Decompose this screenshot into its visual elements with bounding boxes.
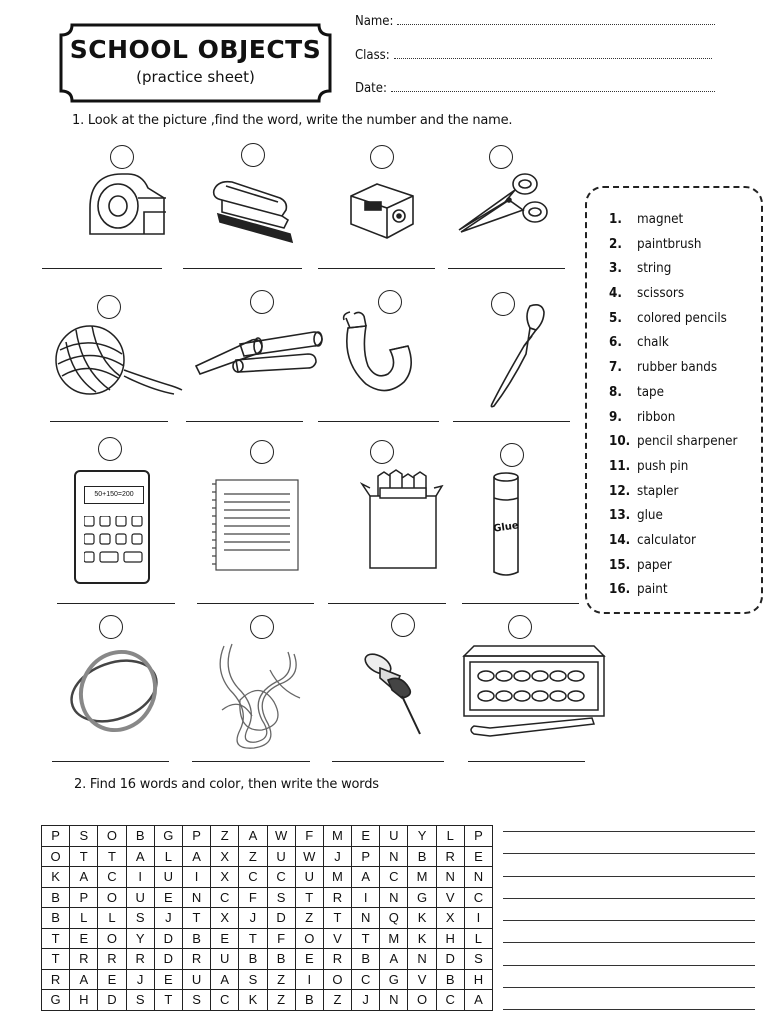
answer-line[interactable] — [328, 603, 446, 604]
write-line[interactable] — [503, 898, 755, 899]
word-number: 4. — [609, 286, 622, 302]
grid-letter[interactable]: N — [380, 887, 408, 908]
grid-row — [42, 908, 493, 929]
paintbrush-icon — [484, 300, 550, 410]
grid-letter[interactable]: E — [154, 969, 182, 990]
grid-letter[interactable]: S — [267, 887, 295, 908]
word-text: paintbrush — [637, 236, 702, 252]
list-item — [609, 211, 737, 236]
grid-row — [42, 928, 493, 949]
section2-instruction: 2. Find 16 words and color, then write the words — [74, 777, 379, 792]
grid-letter[interactable]: D — [154, 949, 182, 970]
answer-line[interactable] — [468, 761, 585, 762]
answer-circle[interactable] — [110, 145, 134, 169]
grid-letter[interactable]: J — [352, 990, 380, 1011]
grid-letter[interactable]: V — [408, 969, 436, 990]
grid-letter[interactable]: C — [352, 969, 380, 990]
write-line[interactable] — [503, 876, 755, 877]
grid-letter[interactable]: C — [211, 887, 239, 908]
name-label: Name: — [355, 14, 394, 29]
grid-letter[interactable]: Z — [323, 990, 351, 1011]
grid-letter[interactable]: C — [98, 867, 126, 888]
grid-letter[interactable]: C — [380, 867, 408, 888]
word-list — [609, 211, 737, 606]
grid-letter[interactable]: T — [154, 990, 182, 1011]
grid-letter[interactable]: R — [182, 949, 210, 970]
grid-letter[interactable]: L — [464, 928, 492, 949]
grid-letter[interactable]: P — [42, 826, 70, 847]
grid-letter[interactable]: H — [464, 969, 492, 990]
word-text: pencil sharpener — [637, 434, 738, 450]
answer-circle[interactable] — [241, 143, 265, 167]
grid-letter[interactable]: B — [126, 826, 154, 847]
grid-letter[interactable]: F — [295, 826, 323, 847]
grid-row — [42, 867, 493, 888]
grid-letter[interactable]: S — [464, 949, 492, 970]
list-item — [609, 334, 737, 359]
word-text: stapler — [637, 483, 679, 499]
grid-row — [42, 846, 493, 867]
grid-letter[interactable]: O — [323, 969, 351, 990]
grid-letter[interactable]: L — [154, 846, 182, 867]
grid-letter[interactable]: S — [70, 826, 98, 847]
word-text: tape — [637, 384, 664, 400]
grid-letter[interactable]: K — [239, 990, 267, 1011]
word-number: 12. — [609, 483, 631, 499]
list-item — [609, 483, 737, 508]
grid-letter[interactable]: R — [436, 846, 464, 867]
grid-letter[interactable]: A — [182, 846, 210, 867]
grid-letter[interactable]: K — [42, 867, 70, 888]
grid-letter[interactable]: N — [380, 846, 408, 867]
answer-circle[interactable] — [250, 290, 274, 314]
grid-letter[interactable]: N — [464, 867, 492, 888]
grid-letter[interactable]: B — [182, 928, 210, 949]
grid-letter[interactable]: A — [126, 846, 154, 867]
grid-letter[interactable]: D — [154, 928, 182, 949]
grid-letter[interactable]: U — [126, 887, 154, 908]
grid-letter[interactable]: E — [352, 826, 380, 847]
grid-letter[interactable]: I — [295, 969, 323, 990]
answer-line[interactable] — [186, 421, 303, 422]
list-item — [609, 458, 737, 483]
grid-letter[interactable]: D — [98, 990, 126, 1011]
glue-stick-icon — [492, 472, 520, 582]
answer-circle[interactable] — [99, 615, 123, 639]
answer-line[interactable] — [318, 268, 435, 269]
grid-row — [42, 826, 493, 847]
grid-letter[interactable]: E — [70, 928, 98, 949]
grid-letter[interactable]: A — [352, 867, 380, 888]
word-number: 8. — [609, 384, 622, 400]
grid-letter[interactable]: Y — [408, 826, 436, 847]
answer-circle[interactable] — [391, 613, 415, 637]
answer-line[interactable] — [192, 761, 310, 762]
list-item — [609, 557, 737, 582]
grid-letter[interactable]: L — [70, 908, 98, 929]
grid-letter[interactable]: U — [267, 846, 295, 867]
grid-letter[interactable]: D — [267, 908, 295, 929]
class-label: Class: — [355, 48, 390, 63]
grid-letter[interactable]: O — [98, 826, 126, 847]
colored-pencils-box-icon — [360, 466, 444, 570]
grid-letter[interactable]: A — [70, 867, 98, 888]
list-item — [609, 532, 737, 557]
answer-circle[interactable] — [489, 145, 513, 169]
grid-letter[interactable]: L — [98, 908, 126, 929]
grid-letter[interactable]: Z — [267, 990, 295, 1011]
grid-letter[interactable]: S — [182, 990, 210, 1011]
word-text: string — [637, 261, 672, 277]
grid-letter[interactable]: X — [211, 846, 239, 867]
write-line[interactable] — [503, 920, 755, 921]
grid-letter[interactable]: M — [323, 867, 351, 888]
write-line[interactable] — [503, 987, 755, 988]
grid-letter[interactable]: T — [42, 949, 70, 970]
answer-circle[interactable] — [98, 437, 122, 461]
grid-letter[interactable]: S — [239, 969, 267, 990]
answer-line[interactable] — [52, 761, 169, 762]
grid-letter[interactable]: S — [126, 990, 154, 1011]
answer-line[interactable] — [453, 421, 570, 422]
list-item — [609, 359, 737, 384]
scissors-icon — [455, 170, 553, 238]
grid-letter[interactable]: A — [380, 949, 408, 970]
grid-letter[interactable]: I — [126, 867, 154, 888]
write-line[interactable] — [503, 942, 755, 943]
grid-letter[interactable]: P — [464, 826, 492, 847]
grid-letter[interactable]: U — [295, 867, 323, 888]
grid-letter[interactable]: R — [323, 949, 351, 970]
grid-letter[interactable]: M — [408, 867, 436, 888]
answer-circle[interactable] — [250, 440, 274, 464]
grid-letter[interactable]: Z — [267, 969, 295, 990]
grid-letter[interactable]: O — [42, 846, 70, 867]
grid-letter[interactable]: F — [239, 887, 267, 908]
grid-letter[interactable]: Q — [380, 908, 408, 929]
grid-letter[interactable]: P — [182, 826, 210, 847]
name-blank[interactable] — [397, 12, 715, 25]
grid-letter[interactable]: R — [126, 949, 154, 970]
grid-letter[interactable]: E — [211, 928, 239, 949]
grid-letter[interactable]: R — [70, 949, 98, 970]
grid-letter[interactable]: R — [98, 949, 126, 970]
grid-letter[interactable]: U — [182, 969, 210, 990]
list-item — [609, 433, 737, 458]
word-number: 11. — [609, 458, 631, 474]
grid-letter[interactable]: U — [154, 867, 182, 888]
write-line[interactable] — [503, 831, 755, 832]
word-number: 1. — [609, 212, 622, 227]
grid-letter[interactable]: U — [380, 826, 408, 847]
grid-letter[interactable]: T — [295, 887, 323, 908]
grid-letter[interactable]: C — [464, 887, 492, 908]
calculator-icon — [74, 470, 150, 584]
list-item — [609, 260, 737, 285]
magnet-icon — [340, 310, 420, 398]
grid-letter[interactable]: F — [267, 928, 295, 949]
grid-letter[interactable]: J — [239, 908, 267, 929]
grid-letter[interactable]: K — [408, 928, 436, 949]
date-label: Date: — [355, 81, 387, 96]
answer-circle[interactable] — [370, 145, 394, 169]
stapler-icon — [208, 176, 298, 246]
grid-letter[interactable]: A — [70, 969, 98, 990]
word-number: 3. — [609, 261, 622, 277]
grid-letter[interactable]: X — [436, 908, 464, 929]
answer-circle[interactable] — [250, 615, 274, 639]
answer-line[interactable] — [448, 268, 565, 269]
grid-letter[interactable]: Z — [239, 846, 267, 867]
list-item — [609, 285, 737, 310]
grid-letter[interactable]: N — [352, 908, 380, 929]
grid-letter[interactable]: O — [98, 887, 126, 908]
title-banner — [58, 22, 333, 104]
answer-line[interactable] — [183, 268, 302, 269]
grid-letter[interactable]: W — [295, 846, 323, 867]
push-pin-icon — [358, 650, 430, 736]
word-number: 5. — [609, 310, 622, 326]
grid-letter[interactable]: Z — [211, 826, 239, 847]
word-text: colored pencils — [637, 310, 727, 326]
answer-line[interactable] — [318, 421, 439, 422]
grid-letter[interactable]: E — [98, 969, 126, 990]
list-item — [609, 409, 737, 434]
section1-instruction: 1. Look at the picture ,find the word, write the number and the name. — [72, 113, 513, 128]
grid-letter[interactable]: R — [323, 887, 351, 908]
paper-icon — [210, 478, 302, 572]
word-text: ribbon — [637, 409, 676, 425]
paint-box-icon — [460, 644, 606, 744]
grid-letter[interactable]: G — [380, 969, 408, 990]
grid-letter[interactable]: H — [70, 990, 98, 1011]
ribbon-icon — [210, 640, 310, 754]
grid-letter[interactable]: W — [267, 826, 295, 847]
rubber-bands-icon — [66, 645, 166, 739]
answer-line[interactable] — [50, 421, 168, 422]
grid-letter[interactable]: T — [352, 928, 380, 949]
word-number: 15. — [609, 557, 631, 573]
grid-letter[interactable]: T — [323, 908, 351, 929]
answer-circle[interactable] — [508, 615, 532, 639]
word-number: 2. — [609, 236, 622, 252]
grid-letter[interactable]: O — [98, 928, 126, 949]
grid-letter[interactable]: S — [126, 908, 154, 929]
grid-letter[interactable]: X — [211, 908, 239, 929]
grid-letter[interactable]: B — [408, 846, 436, 867]
word-text: paper — [637, 557, 672, 573]
grid-letter[interactable]: M — [323, 826, 351, 847]
grid-letter[interactable]: O — [408, 990, 436, 1011]
word-text: paint — [637, 582, 668, 598]
grid-letter[interactable]: B — [267, 949, 295, 970]
word-number: 14. — [609, 532, 631, 548]
word-text: magnet — [637, 212, 684, 227]
word-text: rubber bands — [637, 360, 718, 376]
page-title: SCHOOL OBJECTS — [69, 35, 322, 64]
list-item — [609, 581, 737, 606]
grid-letter[interactable]: A — [239, 826, 267, 847]
grid-letter[interactable]: T — [42, 928, 70, 949]
grid-letter[interactable]: I — [464, 908, 492, 929]
grid-letter[interactable]: N — [380, 990, 408, 1011]
grid-letter[interactable]: C — [267, 867, 295, 888]
grid-letter[interactable]: E — [295, 949, 323, 970]
grid-letter[interactable]: Y — [126, 928, 154, 949]
grid-letter[interactable]: V — [436, 887, 464, 908]
name-field[interactable] — [355, 12, 715, 29]
grid-letter[interactable]: M — [380, 928, 408, 949]
grid-letter[interactable]: D — [436, 949, 464, 970]
answer-circle[interactable] — [370, 440, 394, 464]
word-number: 10. — [609, 434, 631, 450]
grid-letter[interactable]: J — [126, 969, 154, 990]
word-search-grid — [41, 825, 493, 1011]
page-subtitle: (practice sheet) — [136, 68, 255, 86]
answer-circle[interactable] — [500, 443, 524, 467]
write-line[interactable] — [503, 1009, 755, 1010]
grid-row — [42, 949, 493, 970]
word-number: 6. — [609, 335, 622, 351]
grid-letter[interactable]: T — [70, 846, 98, 867]
grid-letter[interactable]: H — [436, 928, 464, 949]
list-item — [609, 310, 737, 335]
grid-letter[interactable]: O — [295, 928, 323, 949]
answer-circle[interactable] — [97, 295, 121, 319]
word-text: calculator — [637, 532, 696, 548]
grid-letter[interactable]: J — [323, 846, 351, 867]
answer-line[interactable] — [42, 268, 162, 269]
answer-line[interactable] — [332, 761, 444, 762]
word-text: push pin — [637, 458, 689, 474]
grid-letter[interactable]: B — [295, 990, 323, 1011]
calculator-screen: 50+150=200 — [84, 486, 144, 504]
grid-letter[interactable]: G — [154, 826, 182, 847]
grid-letter[interactable]: P — [352, 846, 380, 867]
write-line[interactable] — [503, 853, 755, 854]
grid-row — [42, 990, 493, 1011]
word-text: scissors — [637, 286, 685, 302]
grid-letter[interactable]: T — [98, 846, 126, 867]
glue-label: Glue — [492, 520, 520, 535]
date-blank[interactable] — [391, 79, 715, 92]
grid-letter[interactable]: J — [154, 908, 182, 929]
string-ball-icon — [52, 320, 186, 404]
tape-dispenser-icon — [82, 168, 172, 246]
grid-letter[interactable]: E — [154, 887, 182, 908]
answer-line[interactable] — [57, 603, 175, 604]
grid-letter[interactable]: V — [323, 928, 351, 949]
grid-letter[interactable]: L — [436, 826, 464, 847]
grid-letter[interactable]: T — [182, 908, 210, 929]
grid-row — [42, 969, 493, 990]
grid-letter[interactable]: N — [436, 867, 464, 888]
grid-letter[interactable]: B — [42, 887, 70, 908]
word-text: glue — [637, 508, 663, 524]
grid-letter[interactable]: C — [436, 990, 464, 1011]
grid-letter[interactable]: X — [211, 867, 239, 888]
grid-letter[interactable]: C — [239, 867, 267, 888]
word-text: chalk — [637, 335, 669, 351]
list-item — [609, 384, 737, 409]
date-field[interactable] — [355, 79, 715, 96]
grid-letter[interactable]: G — [408, 887, 436, 908]
grid-letter[interactable]: B — [352, 949, 380, 970]
grid-letter[interactable]: A — [211, 969, 239, 990]
word-number: 16. — [609, 582, 631, 598]
grid-letter[interactable]: P — [70, 887, 98, 908]
answer-line[interactable] — [197, 603, 314, 604]
word-number: 9. — [609, 409, 622, 425]
grid-letter[interactable]: U — [211, 949, 239, 970]
pencil-sharpener-icon — [347, 180, 417, 242]
grid-letter[interactable]: B — [42, 908, 70, 929]
grid-letter[interactable]: N — [408, 949, 436, 970]
word-number: 7. — [609, 360, 622, 376]
grid-letter[interactable]: B — [436, 969, 464, 990]
grid-letter[interactable]: G — [42, 990, 70, 1011]
grid-letter[interactable]: C — [211, 990, 239, 1011]
class-field[interactable] — [355, 46, 712, 63]
grid-letter[interactable]: I — [352, 887, 380, 908]
grid-letter[interactable]: K — [408, 908, 436, 929]
word-list-box — [585, 186, 763, 614]
calculator-keys — [84, 516, 144, 570]
grid-letter[interactable]: I — [182, 867, 210, 888]
grid-letter[interactable]: T — [239, 928, 267, 949]
write-line[interactable] — [503, 965, 755, 966]
list-item — [609, 507, 737, 532]
grid-letter[interactable]: R — [42, 969, 70, 990]
grid-letter[interactable]: N — [182, 887, 210, 908]
grid-letter[interactable]: E — [464, 846, 492, 867]
answer-line[interactable] — [462, 603, 579, 604]
grid-letter[interactable]: B — [239, 949, 267, 970]
grid-letter[interactable]: A — [464, 990, 492, 1011]
grid-row — [42, 887, 493, 908]
word-number: 13. — [609, 508, 631, 524]
class-blank[interactable] — [394, 46, 712, 59]
grid-letter[interactable]: Z — [295, 908, 323, 929]
chalk-icon — [190, 326, 326, 382]
list-item — [609, 236, 737, 261]
